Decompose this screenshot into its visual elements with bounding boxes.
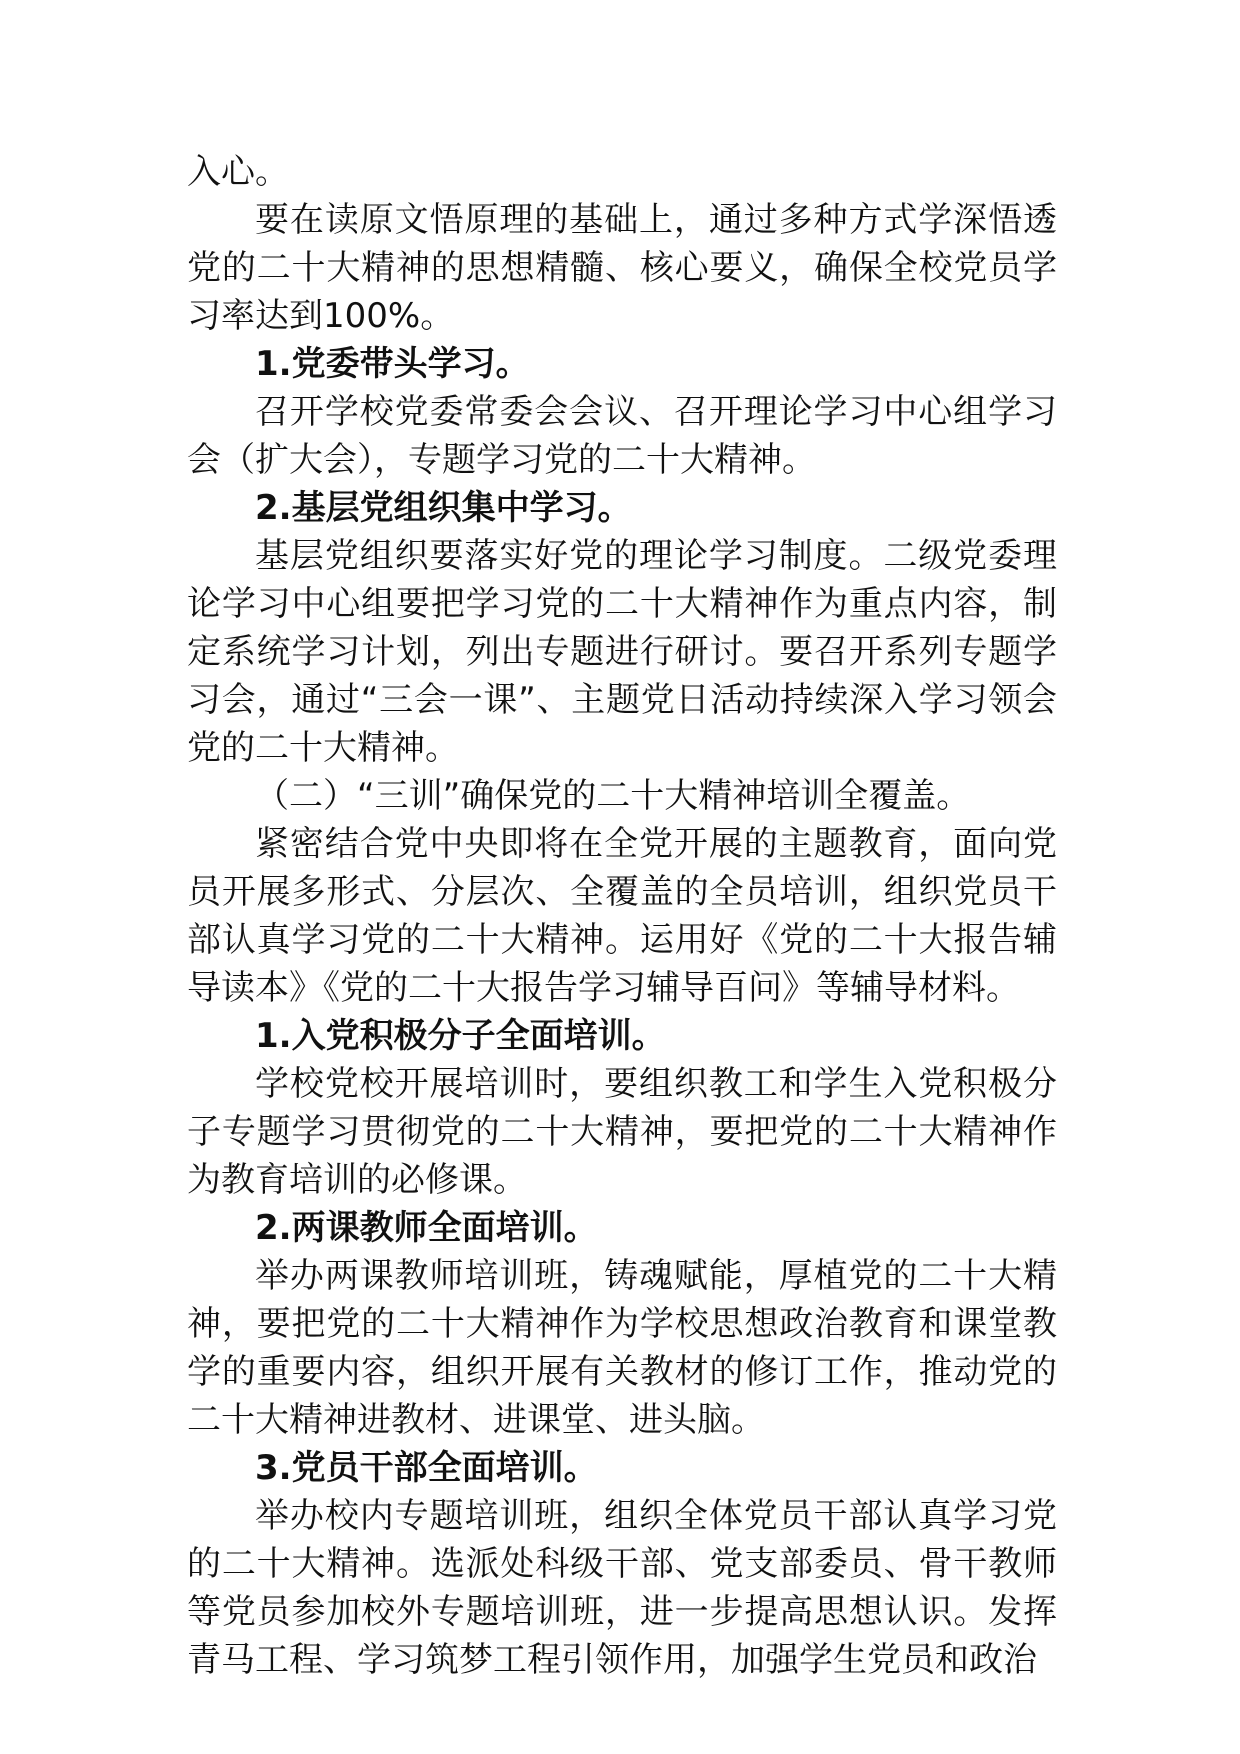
section-heading: 1.党委带头学习。 bbox=[255, 344, 530, 384]
document-body bbox=[187, 148, 1057, 1684]
paragraph: 学校党校开展培训时，要组织教工和学生入党积极分子专题学习贯彻党的二十大精神，要把党的二十大精神作为教育培训的必修课。 bbox=[187, 1064, 1057, 1200]
paragraph: 紧密结合党中央即将在全党开展的主题教育，面向党员开展多形式、分层次、全覆盖的全员培训，组织党员干部认真学习党的二十大精神。运用好《党的二十大报告辅导读本》《党的二十大报告学习辅导百问》等辅导材料。 bbox=[187, 824, 1057, 1008]
paragraph: 入心。 bbox=[187, 152, 289, 192]
paragraph: 举办两课教师培训班，铸魂赋能，厚植党的二十大精神，要把党的二十大精神作为学校思想政治教育和课堂教学的重要内容，组织开展有关教材的修订工作，推动党的二十大精神进教材、进课堂、进头脑。 bbox=[187, 1256, 1057, 1440]
paragraph: 召开学校党委常委会会议、召开理论学习中心组学习会（扩大会），专题学习党的二十大精神。 bbox=[187, 392, 1057, 480]
section-heading: 2.两课教师全面培训。 bbox=[255, 1208, 598, 1248]
paragraph: 基层党组织要落实好党的理论学习制度。二级党委理论学习中心组要把学习党的二十大精神作为重点内容，制定系统学习计划，列出专题进行研讨。要召开系列专题学习会，通过“三会一课”、主题党日活动持续深入学习领会党的二十大精神。 bbox=[187, 536, 1057, 768]
paragraph: 要在读原文悟原理的基础上，通过多种方式学深悟透党的二十大精神的思想精髓、核心要义，确保全校党员学习率达到100%。 bbox=[187, 200, 1057, 336]
section-heading: 3.党员干部全面培训。 bbox=[255, 1448, 598, 1488]
subsection-title: （二）“三训”确保党的二十大精神培训全覆盖。 bbox=[255, 776, 971, 816]
section-heading: 1.入党积极分子全面培训。 bbox=[255, 1016, 666, 1056]
section-heading: 2.基层党组织集中学习。 bbox=[255, 488, 632, 528]
paragraph: 举办校内专题培训班，组织全体党员干部认真学习党的二十大精神。选派处科级干部、党支部委员、骨干教师等党员参加校外专题培训班，进一步提高思想认识。发挥青马工程、学习筑梦工程引领作用，加强学生党员和政治 bbox=[187, 1496, 1057, 1680]
